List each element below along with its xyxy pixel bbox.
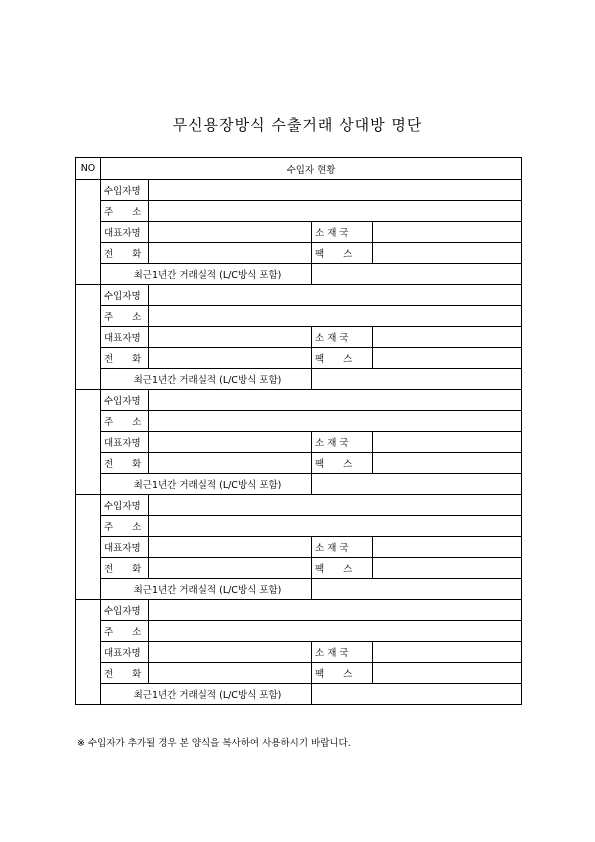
entry-row	[76, 474, 522, 495]
representative-field[interactable]	[149, 432, 312, 453]
phone-field[interactable]	[149, 558, 312, 579]
entry-number-cell	[76, 390, 101, 495]
phone-field[interactable]	[149, 663, 312, 684]
fax-field[interactable]	[373, 348, 522, 369]
importer-name-field[interactable]	[149, 390, 522, 411]
representative-label: 대표자명	[101, 327, 149, 348]
address-field[interactable]	[149, 621, 522, 642]
footnote: ※ 수입자가 추가될 경우 본 양식을 복사하여 사용하시기 바랍니다.	[77, 738, 351, 749]
entry-row	[76, 579, 522, 600]
document-title: 무신용장방식 수출거래 상대방 명단	[172, 116, 423, 134]
country-label: 소 재 국	[312, 642, 373, 663]
importer-name-label: 수입자명	[101, 600, 149, 621]
trade-record-field[interactable]	[312, 579, 522, 600]
address-label: 주 소	[101, 306, 149, 327]
phone-field[interactable]	[149, 453, 312, 474]
entry-row	[76, 642, 522, 663]
trade-record-label: 최근1년간 거래실적 (L/C방식 포함)	[101, 579, 312, 600]
country-label: 소 재 국	[312, 432, 373, 453]
entry-row	[76, 453, 522, 474]
entry-row	[76, 684, 522, 705]
fax-field[interactable]	[373, 558, 522, 579]
entry-row	[76, 348, 522, 369]
phone-label: 전 화	[101, 453, 149, 474]
trade-record-label: 최근1년간 거래실적 (L/C방식 포함)	[101, 369, 312, 390]
address-label: 주 소	[101, 411, 149, 432]
trade-record-field[interactable]	[312, 369, 522, 390]
table-header-row	[76, 158, 522, 180]
entry-row	[76, 222, 522, 243]
phone-label: 전 화	[101, 558, 149, 579]
entry-row	[76, 663, 522, 684]
trade-record-field[interactable]	[312, 264, 522, 285]
entry-row	[76, 306, 522, 327]
importer-name-field[interactable]	[149, 285, 522, 306]
fax-field[interactable]	[373, 663, 522, 684]
entry-row	[76, 411, 522, 432]
fax-label: 팩 스	[312, 663, 373, 684]
entry-row	[76, 180, 522, 201]
country-field[interactable]	[373, 432, 522, 453]
entry-number-cell	[76, 600, 101, 705]
no-header: NO	[76, 158, 101, 180]
entry-row	[76, 495, 522, 516]
representative-label: 대표자명	[101, 432, 149, 453]
entry-row	[76, 264, 522, 285]
country-label: 소 재 국	[312, 537, 373, 558]
representative-field[interactable]	[149, 222, 312, 243]
entry-row	[76, 537, 522, 558]
country-label: 소 재 국	[312, 327, 373, 348]
phone-label: 전 화	[101, 663, 149, 684]
address-field[interactable]	[149, 201, 522, 222]
representative-label: 대표자명	[101, 642, 149, 663]
importer-name-label: 수입자명	[101, 285, 149, 306]
trade-record-field[interactable]	[312, 684, 522, 705]
importer-list-table	[75, 157, 522, 705]
importer-name-label: 수입자명	[101, 390, 149, 411]
fax-field[interactable]	[373, 453, 522, 474]
entry-row	[76, 243, 522, 264]
representative-label: 대표자명	[101, 222, 149, 243]
entry-row	[76, 369, 522, 390]
entry-row	[76, 621, 522, 642]
address-field[interactable]	[149, 306, 522, 327]
entry-number-cell	[76, 495, 101, 600]
country-label: 소 재 국	[312, 222, 373, 243]
entry-row	[76, 600, 522, 621]
country-field[interactable]	[373, 642, 522, 663]
country-field[interactable]	[373, 222, 522, 243]
entry-number-cell	[76, 285, 101, 390]
entry-row	[76, 327, 522, 348]
country-field[interactable]	[373, 327, 522, 348]
trade-record-label: 최근1년간 거래실적 (L/C방식 포함)	[101, 684, 312, 705]
fax-label: 팩 스	[312, 243, 373, 264]
address-label: 주 소	[101, 621, 149, 642]
trade-record-field[interactable]	[312, 474, 522, 495]
entry-row	[76, 285, 522, 306]
phone-field[interactable]	[149, 348, 312, 369]
fax-label: 팩 스	[312, 453, 373, 474]
entry-row	[76, 558, 522, 579]
phone-label: 전 화	[101, 348, 149, 369]
country-field[interactable]	[373, 537, 522, 558]
importer-name-field[interactable]	[149, 600, 522, 621]
representative-field[interactable]	[149, 327, 312, 348]
entry-row	[76, 516, 522, 537]
representative-label: 대표자명	[101, 537, 149, 558]
phone-label: 전 화	[101, 243, 149, 264]
address-label: 주 소	[101, 516, 149, 537]
address-field[interactable]	[149, 411, 522, 432]
importer-name-field[interactable]	[149, 495, 522, 516]
entry-row	[76, 201, 522, 222]
fax-label: 팩 스	[312, 348, 373, 369]
phone-field[interactable]	[149, 243, 312, 264]
address-field[interactable]	[149, 516, 522, 537]
entry-row	[76, 432, 522, 453]
trade-record-label: 최근1년간 거래실적 (L/C방식 포함)	[101, 264, 312, 285]
importer-name-field[interactable]	[149, 180, 522, 201]
entry-number-cell	[76, 180, 101, 285]
importer-name-label: 수입자명	[101, 180, 149, 201]
fax-field[interactable]	[373, 243, 522, 264]
representative-field[interactable]	[149, 537, 312, 558]
fax-label: 팩 스	[312, 558, 373, 579]
address-label: 주 소	[101, 201, 149, 222]
trade-record-label: 최근1년간 거래실적 (L/C방식 포함)	[101, 474, 312, 495]
representative-field[interactable]	[149, 642, 312, 663]
entry-row	[76, 390, 522, 411]
section-header: 수입자 현황	[101, 158, 522, 180]
importer-name-label: 수입자명	[101, 495, 149, 516]
